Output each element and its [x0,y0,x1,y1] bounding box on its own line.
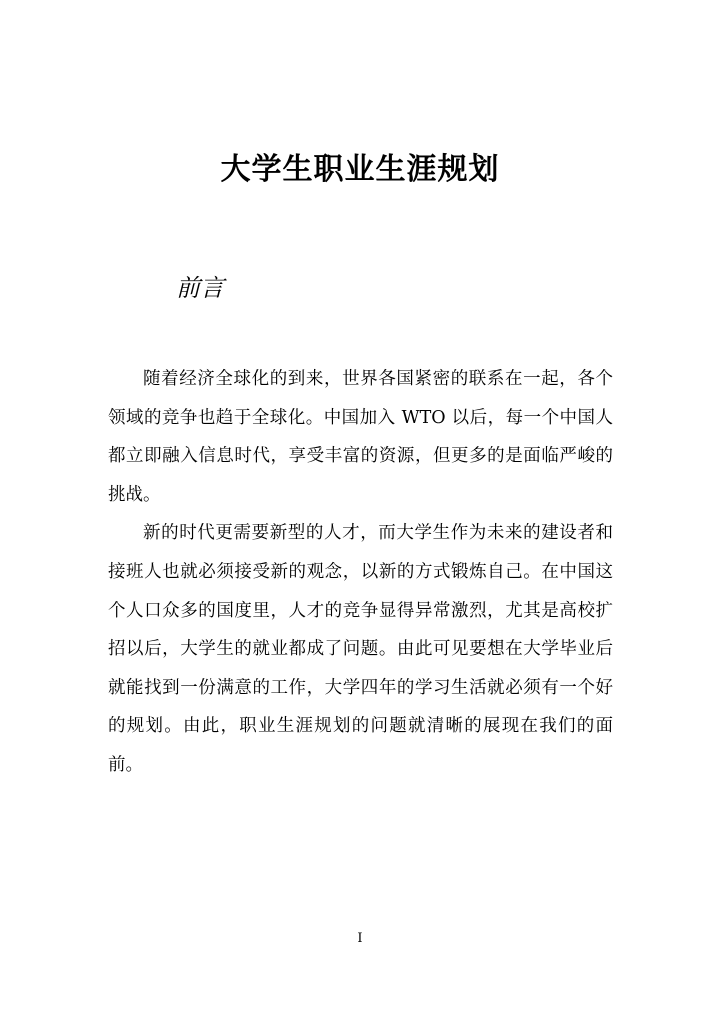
document-title: 大学生职业生涯规划 [220,152,500,187]
paragraph: 随着经济全球化的到来，世界各国紧密的联系在一起，各个领域的竞争也趋于全球化。中国加入 WTO 以后，每一个中国人都立即融入信息时代，享受丰富的资源，但更多的是面临严峻的挑战。 [108,369,613,505]
paragraph: 新的时代更需要新型的人才，而大学生作为未来的建设者和接班人也就必须接受新的观念，以新的方式锻炼自己。在中国这个人口众多的国度里，人才的竞争显得异常激烈，尤其是高校扩招以后，大学生的就业都成了问题。由此可见要想在大学毕业后就能找到一份满意的工作，大学四年的学习生活就必须有一个好的规划。由此，职业生涯规划的问题就清晰的展现在我们的面前。 [108,523,613,775]
page-number: I [357,931,363,946]
section-heading: 前言 [176,274,224,302]
body-text [108,360,613,785]
